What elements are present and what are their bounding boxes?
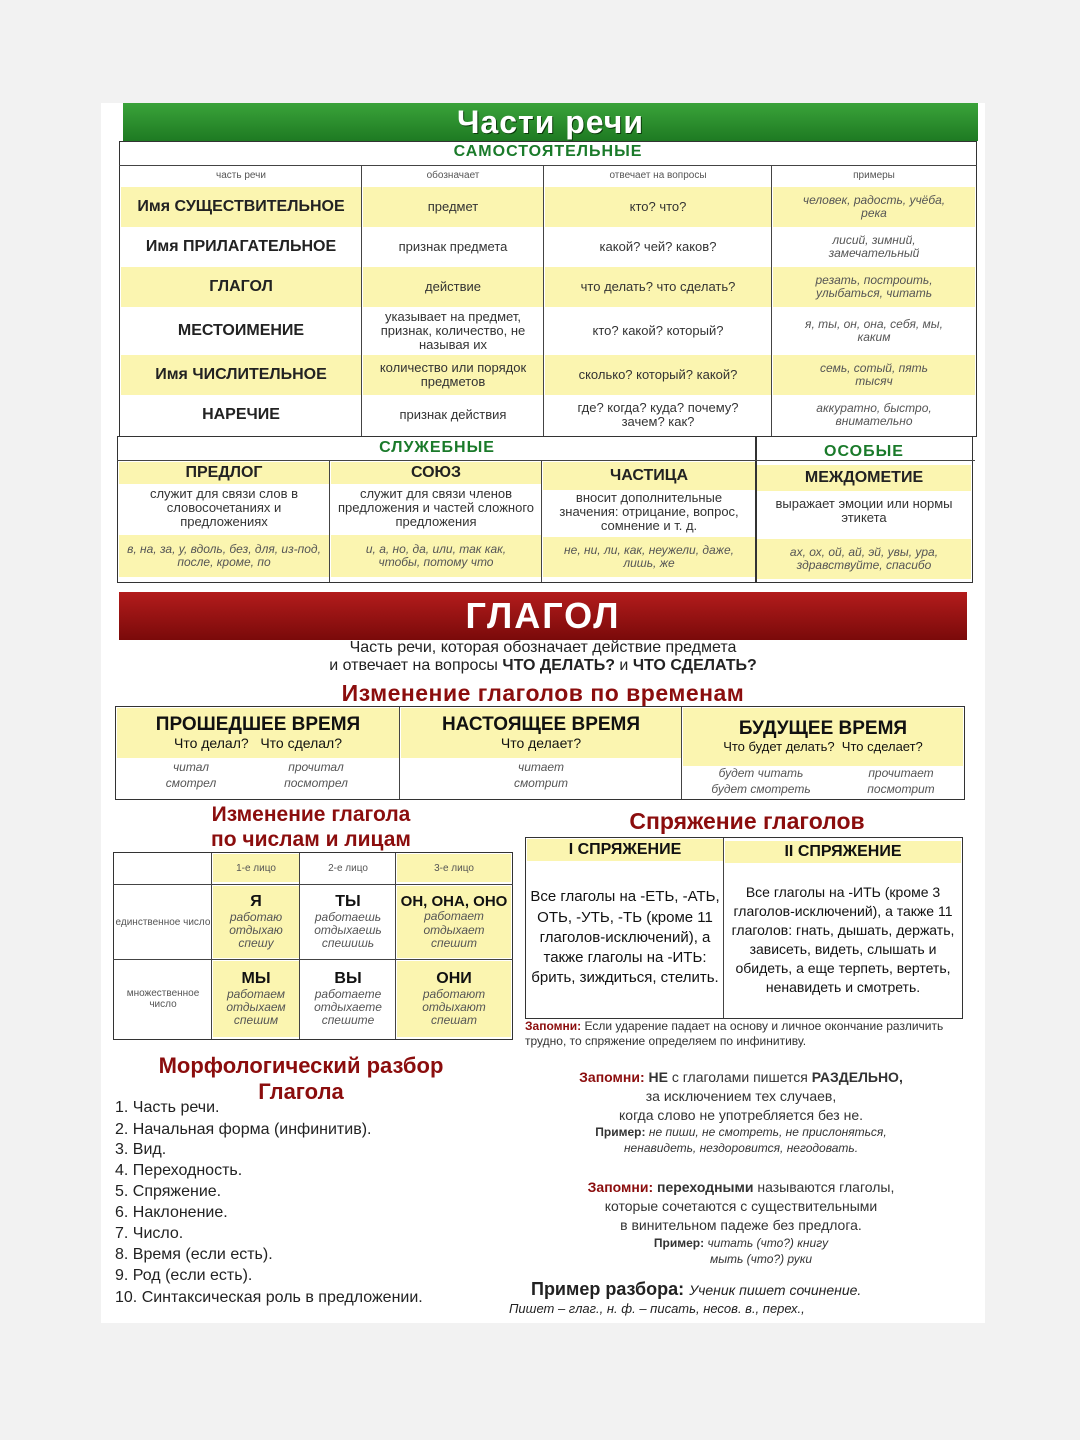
example-label: Пример:	[595, 1125, 646, 1139]
rem2-text: с глаголами пишется	[671, 1069, 808, 1085]
service-name: ЧАСТИЦА	[543, 462, 755, 490]
verb-forms: работаете отдыхаете спешите	[314, 987, 382, 1028]
tense-example: смотрит	[513, 776, 569, 791]
rem2-line3: когда слово не употребляется без не.	[619, 1107, 863, 1123]
parse-label: Пример разбора:	[531, 1279, 685, 1299]
sg-2	[301, 886, 395, 958]
poster	[101, 103, 985, 1323]
service-desc: служит для связи членов предложения и частей сложного предложения	[337, 485, 535, 530]
row-name: Имя ПРИЛАГАТЕЛЬНОЕ	[145, 238, 337, 256]
service-name: ПРЕДЛОГ	[119, 462, 329, 484]
tense-question: Что делает?	[500, 734, 582, 751]
rem3-text: называются глаголы,	[757, 1179, 895, 1195]
col-header-questions: отвечает на вопросы	[609, 169, 707, 181]
morph-item: 9. Род (если есть).	[115, 1267, 253, 1284]
verb-forms: работаешь отдыхаешь спешишь	[314, 910, 382, 951]
rem2-example-2: ненавидеть, нездоровится, негодовать.	[623, 1141, 859, 1155]
morph-item: 10. Синтаксическая роль в предложении.	[115, 1289, 423, 1306]
tense-future-header	[683, 708, 963, 766]
service-desc: служит для связи слов в словосочетаниях и предложениях	[149, 485, 299, 530]
row-examples: лисий, зимний, замечательный	[828, 232, 920, 260]
def-q1: ЧТО ДЕЛАТЬ?	[502, 657, 615, 674]
tense-title: Изменение глаголов по временам	[341, 680, 745, 706]
rem3-transitive: переходными	[657, 1179, 754, 1195]
row-name: НАРЕЧИЕ	[202, 406, 280, 424]
tense-example: прочитает	[868, 766, 934, 781]
sg-1	[213, 886, 299, 958]
morph-item: 8. Время (если есть).	[115, 1246, 273, 1263]
pronoun: ТЫ	[335, 893, 361, 911]
rem2-separately: РАЗДЕЛЬНО,	[811, 1069, 903, 1085]
pronoun: ВЫ	[334, 970, 362, 988]
col-header-part: часть речи	[216, 169, 266, 181]
interjection-desc: выражает эмоции или нормы этикета	[775, 495, 953, 525]
person-1-header: 1-е лицо	[213, 854, 299, 882]
singular-label: единственное число	[115, 916, 211, 928]
tense-question: Что будет делать? Что сделает?	[723, 739, 923, 755]
example-text: читать (что?) книгу	[707, 1236, 829, 1250]
example-text: не пиши, не смотреть, не прислоняться,	[648, 1125, 887, 1139]
row-examples: аккуратно, быстро, внимательно	[816, 400, 932, 428]
rem3-line2: которые сочетаются с существительными	[604, 1198, 878, 1214]
conjugation-title: Спряжение глаголов	[629, 808, 865, 834]
number-title-2: по числам и лицам	[211, 828, 411, 851]
service-examples: в, на, за, у, вдоль, без, для, из-под, после, кроме, по	[119, 535, 329, 577]
pronoun: Я	[250, 893, 262, 911]
row-meaning: действие	[363, 267, 543, 307]
pl-1	[213, 961, 299, 1037]
def-text: и отвечает на вопросы	[329, 657, 498, 674]
rem3-example-2: мыть (что?) руки	[709, 1252, 813, 1266]
remember-text: Если ударение падает на основу и личное окончание различить трудно, то спряжение определяем по инфинитиву.	[525, 1019, 944, 1048]
tense-name: НАСТОЯЩЕЕ ВРЕМЯ	[441, 713, 641, 735]
service-examples: и, а, но, да, или, так как, чтобы, потому что	[331, 535, 541, 577]
tense-example: будет читать	[718, 766, 804, 781]
parse-line: Пишет – глаг., н. ф. – писать, несов. в., перех.,	[509, 1301, 805, 1316]
rem3-example	[521, 1236, 961, 1250]
pronoun: ОН, ОНА, ОНО	[400, 892, 508, 910]
service-header: СЛУЖЕБНЫЕ	[379, 439, 495, 456]
tense-name: ПРОШЕДШЕЕ ВРЕМЯ	[155, 713, 361, 735]
person-2-header: 2-е лицо	[328, 862, 368, 874]
morph-item: 3. Вид.	[115, 1141, 167, 1158]
verb-definition-1: Часть речи, которая обозначает действие предмета	[349, 639, 737, 656]
parts-title: Части речи	[456, 103, 645, 140]
rem2-ne: НЕ	[648, 1069, 668, 1085]
special-header: ОСОБЫЕ	[824, 443, 904, 460]
row-name: МЕСТОИМЕНИЕ	[177, 322, 305, 340]
pl-2	[301, 961, 395, 1037]
tense-example: читает	[518, 760, 564, 775]
rem3-line3: в винительном падеже без предлога.	[620, 1217, 862, 1233]
def-q2: ЧТО СДЕЛАТЬ?	[632, 657, 757, 674]
row-meaning: указывает на предмет, признак, количество, не называя их	[380, 308, 526, 353]
tense-past-header	[117, 708, 399, 758]
service-examples: не, ни, ли, как, неужели, даже, лишь, же	[543, 537, 755, 577]
tense-question: Что делал? Что сделал?	[174, 734, 342, 751]
row-examples: резать, построить, улыбаться, читать	[773, 267, 975, 307]
morph-item: 5. Спряжение.	[115, 1183, 222, 1200]
plural-label: множественное число	[126, 988, 200, 1010]
row-questions: где? когда? куда? почему? зачем? как?	[577, 399, 739, 429]
remember-1	[525, 1019, 965, 1049]
tense-example: читал	[172, 760, 210, 775]
verb-banner	[119, 592, 967, 640]
verb-forms: работаю отдыхаю спешу	[229, 910, 283, 951]
row-examples: я, ты, он, она, себя, мы, каким	[805, 316, 943, 344]
remember-label: Запомни:	[587, 1179, 654, 1195]
verb-forms: работают отдыхают спешат	[422, 987, 486, 1028]
remember-label: Запомни:	[525, 1019, 582, 1033]
row-meaning: количество или порядок предметов	[363, 355, 543, 395]
service-name: СОЮЗ	[331, 462, 541, 484]
def-and: и	[619, 657, 629, 674]
remember-label: Запомни:	[579, 1069, 645, 1085]
tense-example: посмотрит	[867, 782, 935, 797]
pronoun: ОНИ	[436, 970, 472, 988]
row-meaning: предмет	[363, 187, 543, 227]
rem2-line1	[521, 1069, 961, 1085]
verb-definition-2	[101, 657, 985, 675]
morph-item: 1. Часть речи.	[115, 1099, 220, 1116]
row-name: ГЛАГОЛ	[121, 267, 361, 307]
pronoun: МЫ	[241, 970, 271, 988]
rem2-example	[521, 1125, 961, 1139]
parse-example	[531, 1279, 971, 1300]
rem3-line1	[521, 1179, 961, 1195]
conj2-text: Все глаголы на -ИТЬ (кроме 3 глаголов-исключений), а также 11 глаголов: гнать, дышать, держать, зависеть, видеть, слышать и обидеть, а еще терпеть, вертеть, ненавидеть и смотреть.	[731, 884, 955, 995]
verb-forms: работаем отдыхаем спешим	[226, 987, 286, 1028]
morph-title-2: Глагола	[258, 1079, 344, 1104]
tense-example: прочитал	[288, 760, 344, 775]
rem2-line2: за исключением тех случаев,	[645, 1088, 837, 1104]
tense-example: посмотрел	[284, 776, 348, 791]
conj1-name: I СПРЯЖЕНИЕ	[527, 839, 723, 861]
tense-name: БУДУЩЕЕ ВРЕМЯ	[738, 718, 908, 740]
tense-example: смотрел	[165, 776, 217, 791]
parse-sentence: Ученик пишет сочинение.	[689, 1282, 862, 1298]
col-header-meaning: обозначает	[426, 169, 480, 181]
row-meaning: признак действия	[399, 406, 507, 422]
row-questions: что делать? что сделать?	[545, 267, 771, 307]
morph-title-1: Морфологический разбор	[158, 1053, 444, 1078]
conj1-text: Все глаголы на -ЕТЬ, -АТЬ, ОТЬ, -УТЬ, -ТЬ (кроме 11 глаголов-исключений), а также глаголы на -ИТЬ: брить, зиждиться, стелить.	[530, 888, 720, 987]
row-examples: семь, сотый, пять тысяч	[773, 355, 975, 395]
pl-3	[397, 961, 511, 1037]
conj2-name: II СПРЯЖЕНИЕ	[725, 841, 961, 863]
service-desc: вносит дополнительные значения: отрицание, вопрос, сомнение и т. д.	[559, 489, 739, 534]
col-header-examples: примеры	[853, 169, 895, 181]
interjection-examples: ах, ох, ой, ай, эй, увы, ура, здравствуйте, спасибо	[757, 539, 971, 579]
sg-3	[397, 886, 511, 958]
row-name: Имя СУЩЕСТВИТЕЛЬНОЕ	[121, 187, 361, 227]
example-label: Пример:	[653, 1236, 705, 1250]
row-name: Имя ЧИСЛИТЕЛЬНОЕ	[121, 355, 361, 395]
verb-title: ГЛАГОЛ	[465, 595, 621, 636]
verb-forms: работает отдыхает спешит	[423, 909, 485, 950]
row-questions: кто? какой? который?	[592, 322, 724, 338]
morph-item: 7. Число.	[115, 1225, 184, 1242]
row-questions: кто? что?	[545, 187, 771, 227]
morph-item: 4. Переходность.	[115, 1162, 243, 1179]
parts-of-speech-banner	[123, 103, 978, 141]
row-meaning: признак предмета	[398, 238, 508, 254]
tense-present-header	[401, 708, 681, 758]
row-questions: какой? чей? каков?	[599, 238, 717, 254]
row-examples: человек, радость, учёба, река	[773, 187, 975, 227]
person-3-header: 3-е лицо	[397, 854, 511, 882]
number-title-1: Изменение глагола	[211, 803, 411, 826]
tense-example: будет смотреть	[711, 782, 811, 797]
morph-item: 6. Наклонение.	[115, 1204, 228, 1221]
independent-header: САМОСТОЯТЕЛЬНЫЕ	[453, 143, 643, 160]
morph-item: 2. Начальная форма (инфинитив).	[115, 1121, 372, 1138]
interjection-name: МЕЖДОМЕТИЕ	[757, 465, 971, 491]
row-questions: сколько? который? какой?	[545, 355, 771, 395]
